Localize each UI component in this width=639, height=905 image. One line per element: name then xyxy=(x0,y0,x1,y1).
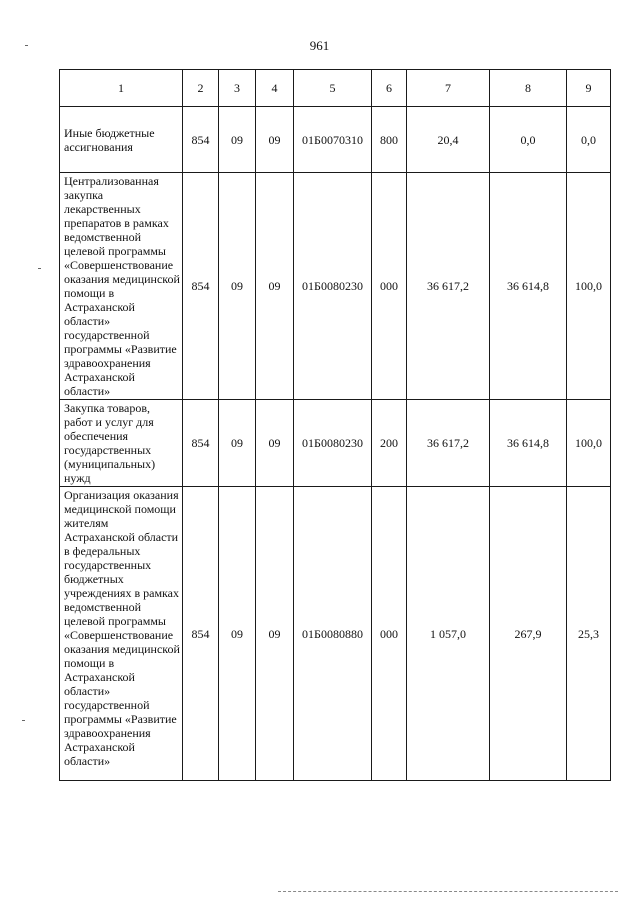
header-col-6: 6 xyxy=(372,70,407,107)
header-col-5: 5 xyxy=(294,70,372,107)
budget-table xyxy=(59,69,611,781)
cell-code-5: 01Б0080230 xyxy=(294,400,372,487)
row-name: Иные бюджетные ассигнования xyxy=(60,107,183,173)
cell-value-8: 36 614,8 xyxy=(490,400,567,487)
cell-code-6: 800 xyxy=(372,107,407,173)
table-row xyxy=(60,107,611,173)
table-row xyxy=(60,173,611,400)
row-name: Закупка товаров, работ и услуг для обеспечения государственных (муниципальных) нужд xyxy=(60,400,183,487)
scan-speck xyxy=(38,268,41,269)
cell-value-8: 0,0 xyxy=(490,107,567,173)
cell-code-2: 854 xyxy=(183,107,219,173)
cell-value-9: 100,0 xyxy=(567,173,611,400)
cell-value-7: 20,4 xyxy=(407,107,490,173)
cell-code-4: 09 xyxy=(256,400,294,487)
header-col-2: 2 xyxy=(183,70,219,107)
cell-code-6: 000 xyxy=(372,487,407,781)
header-col-9: 9 xyxy=(567,70,611,107)
header-col-7: 7 xyxy=(407,70,490,107)
scan-speck xyxy=(22,720,25,721)
cell-value-9: 25,3 xyxy=(567,487,611,781)
header-row xyxy=(60,70,611,107)
cell-code-6: 200 xyxy=(372,400,407,487)
cell-code-3: 09 xyxy=(219,400,256,487)
cell-value-8: 36 614,8 xyxy=(490,173,567,400)
cell-value-7: 36 617,2 xyxy=(407,400,490,487)
cell-value-8: 267,9 xyxy=(490,487,567,781)
page-number: 961 xyxy=(309,38,330,53)
cell-code-2: 854 xyxy=(183,173,219,400)
cell-value-9: 0,0 xyxy=(567,107,611,173)
scan-speck xyxy=(25,45,28,46)
cell-code-3: 09 xyxy=(219,487,256,781)
cell-code-3: 09 xyxy=(219,107,256,173)
cell-code-2: 854 xyxy=(183,487,219,781)
table-row xyxy=(60,400,611,487)
cell-code-5: 01Б0080880 xyxy=(294,487,372,781)
row-name: Централизованная закупка лекарственных препаратов в рамках ведомственной целевой программы «Совершенствование оказания медицинской помощи в Астраханской области» государственной программы «Развитие здравоохранения Астраханской области» xyxy=(60,173,183,400)
cell-code-4: 09 xyxy=(256,487,294,781)
cell-code-5: 01Б0080230 xyxy=(294,173,372,400)
header-col-4: 4 xyxy=(256,70,294,107)
row-name: Организация оказания медицинской помощи жителям Астраханской области в федеральных государственных бюджетных учреждениях в рамках ведомственной целевой программы «Совершенствование оказания медицинской помощи в Астраханской области» государственной программы «Развитие здравоохранения Астраханской области» xyxy=(60,487,183,781)
cell-code-6: 000 xyxy=(372,173,407,400)
cell-value-7: 36 617,2 xyxy=(407,173,490,400)
header-col-8: 8 xyxy=(490,70,567,107)
table-row xyxy=(60,487,611,781)
cell-code-4: 09 xyxy=(256,107,294,173)
cell-code-5: 01Б0070310 xyxy=(294,107,372,173)
cell-code-2: 854 xyxy=(183,400,219,487)
header-col-3: 3 xyxy=(219,70,256,107)
cell-code-4: 09 xyxy=(256,173,294,400)
scan-bottom-line xyxy=(278,891,618,892)
header-col-1: 1 xyxy=(60,70,183,107)
cell-value-7: 1 057,0 xyxy=(407,487,490,781)
cell-value-9: 100,0 xyxy=(567,400,611,487)
cell-code-3: 09 xyxy=(219,173,256,400)
